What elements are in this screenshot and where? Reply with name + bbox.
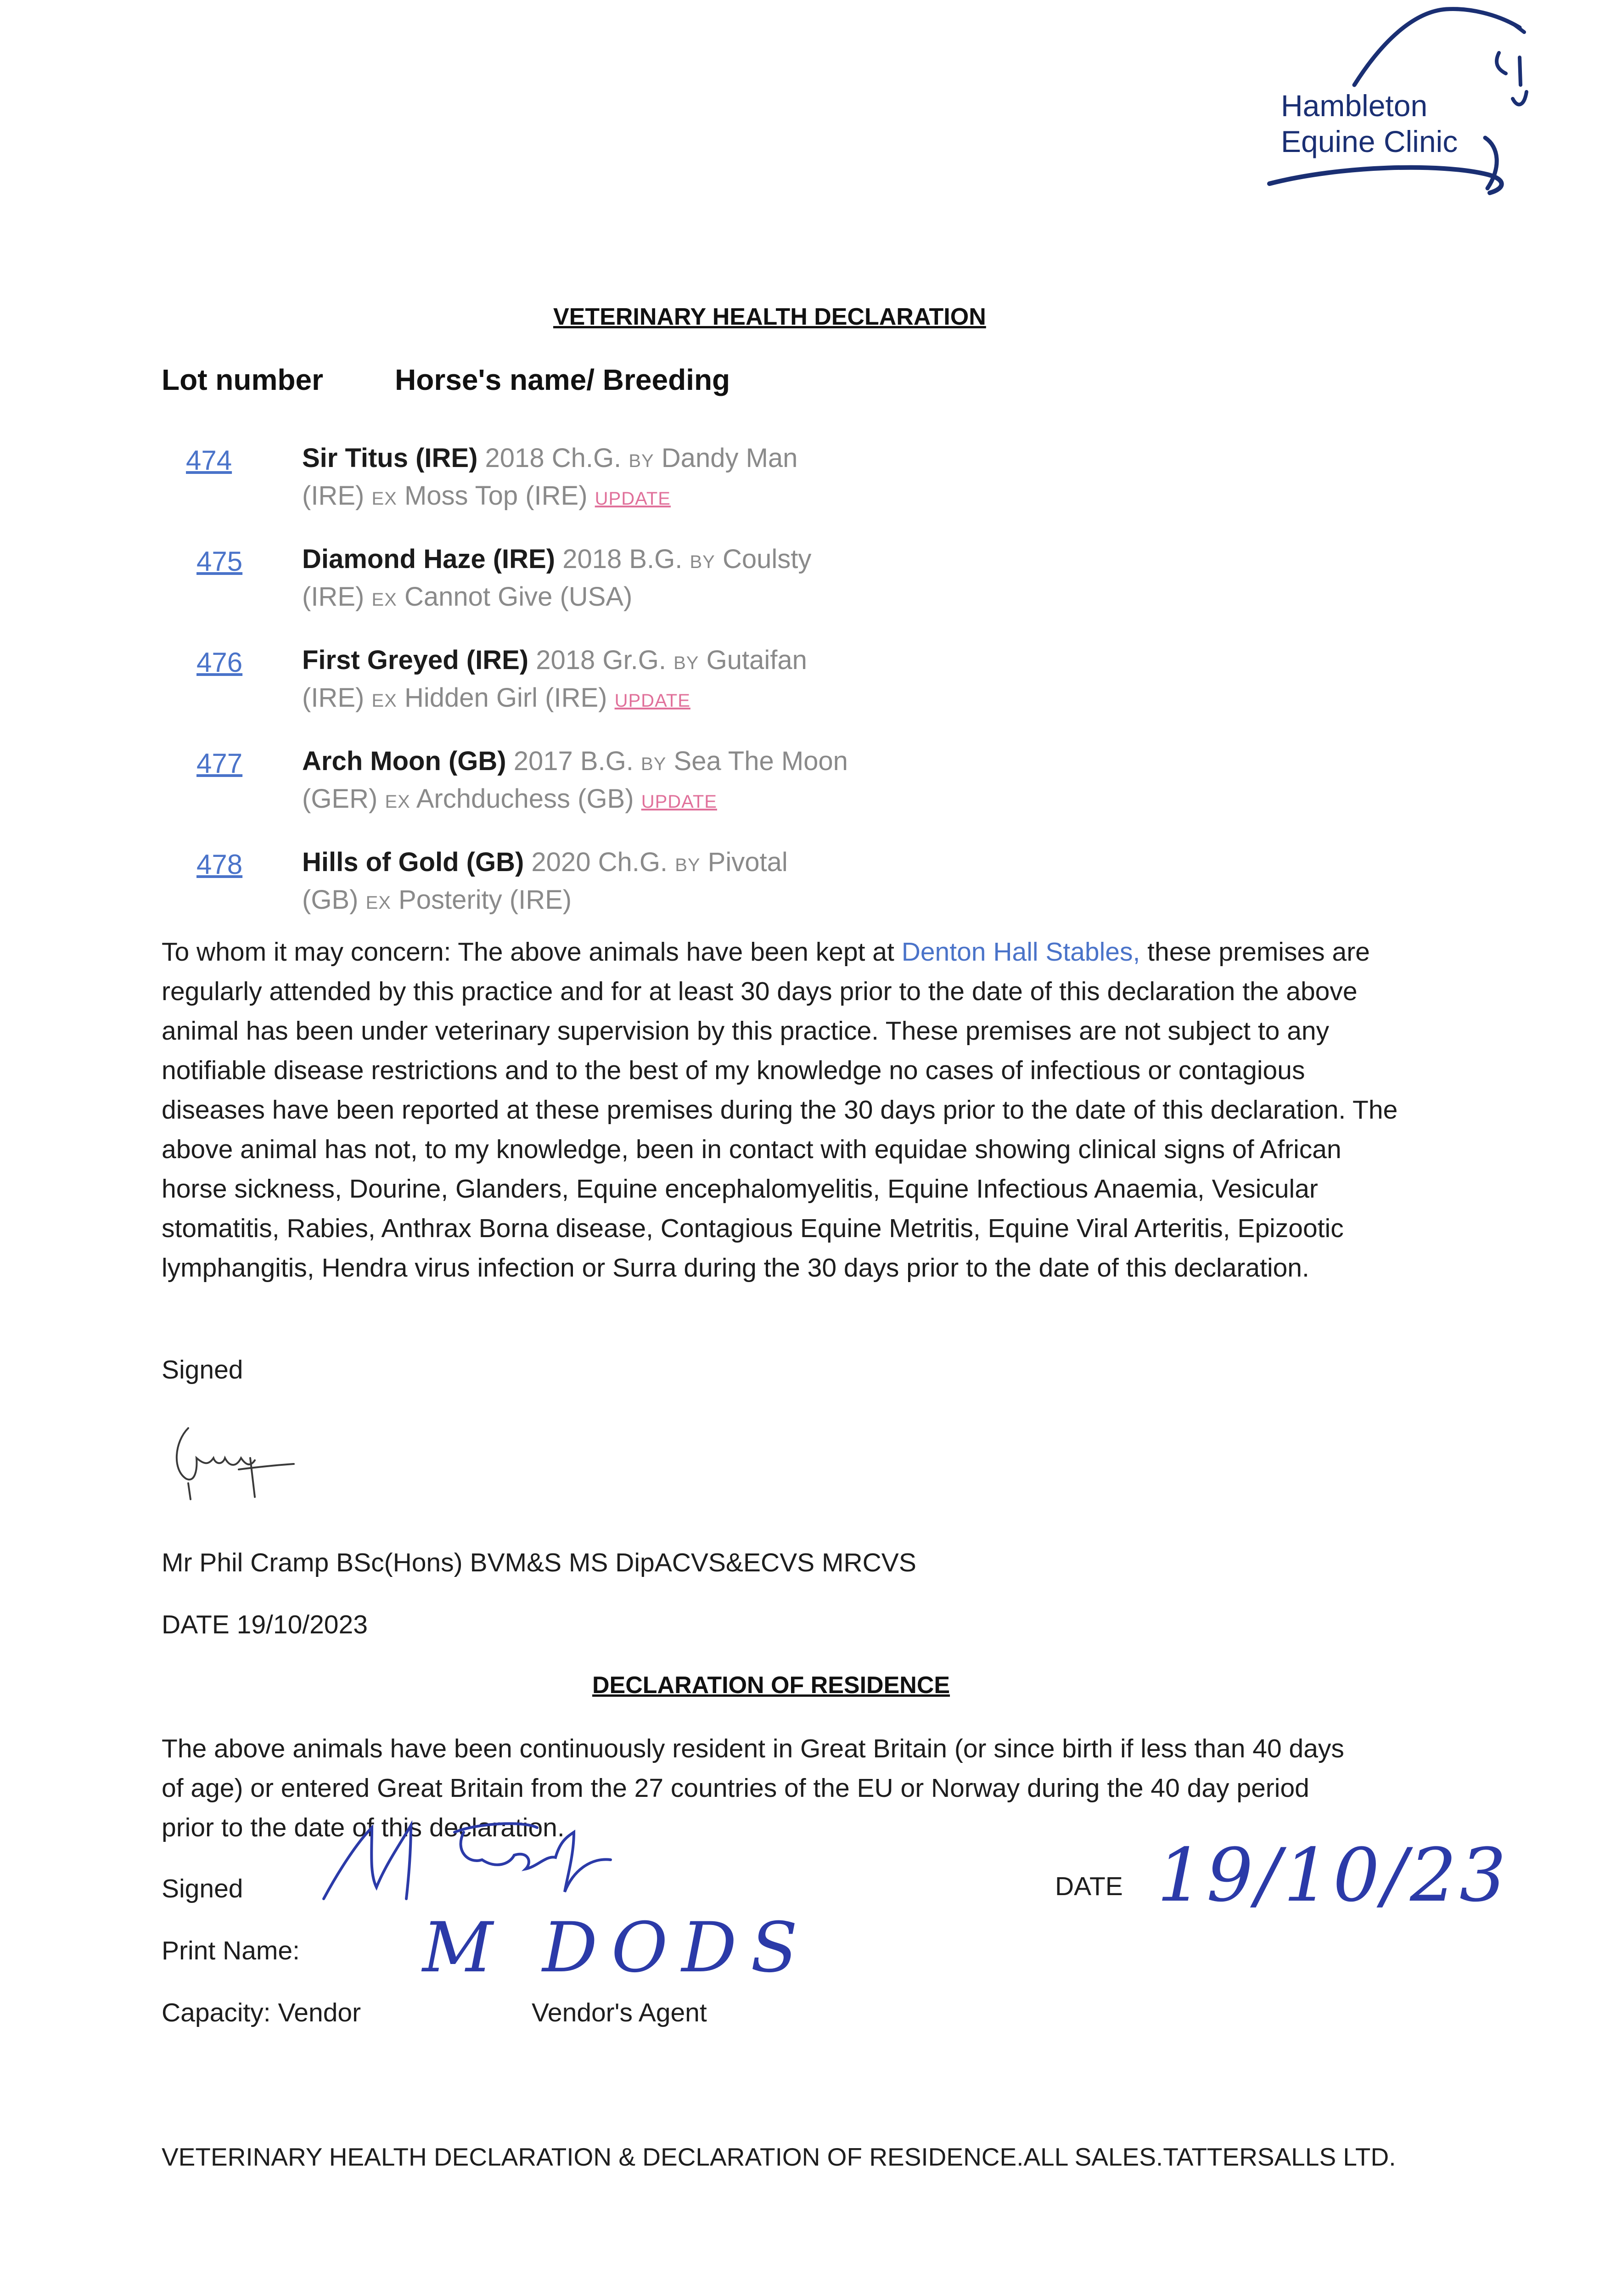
vet-date: DATE 19/10/2023 [162,1610,368,1639]
horse-name: Sir Titus (IRE) [302,443,478,473]
ex-label: EX [371,691,397,711]
residence-title: DECLARATION OF RESIDENCE [592,1672,950,1699]
vendor-signature [317,1814,638,1906]
update-link[interactable]: UPDATE [614,691,690,711]
ex-label: EX [365,893,391,913]
logo-line-2: Equine Clinic [1281,124,1458,158]
sire-origin: (IRE) [302,683,365,713]
ex-label: EX [371,590,397,610]
agent-label: Vendor's Agent [532,1998,707,2027]
handwritten-date: 19/10/23 [1157,1832,1509,1918]
horse-entry [302,744,991,819]
sire-origin: (GB) [302,885,359,915]
sire-name: Coulsty [722,544,812,574]
sire-origin: (IRE) [302,481,365,511]
premises-name: Denton Hall Stables, [901,937,1140,967]
lot-number-header: Lot number [162,363,323,396]
sire-name: Pivotal [707,847,788,877]
lot-number[interactable]: 474 [186,445,232,476]
horse-details: 2018 Gr.G. [536,645,666,675]
clinic-logo [1249,0,1533,202]
lot-number[interactable]: 475 [196,546,243,577]
by-label: BY [675,855,701,875]
sire-name: Dandy Man [661,443,798,473]
lot-number[interactable]: 476 [196,647,243,678]
by-label: BY [690,552,715,572]
vet-declaration-body [162,932,1401,1288]
horse-name: Hills of Gold (GB) [302,847,524,877]
horse-details: 2018 Ch.G. [485,443,622,473]
body-rest: these premises are regularly attended by this practice and for at least 30 days prior to the date of this declaration the above animal has been under veterinary supervision by this practice. These premises are not subject to any notifiable disease restrictions and to the best of my knowledge no cases of infectious or contagious diseases have been reported at these premises during the 30 days prior to the date of this declaration. The above animal has not, to my knowledge, been in contact with equidae showing clinical signs of African horse sickness, Dourine, Glanders, Equine encephalomyelitis, Equine Infectious Anaemia, Vesicular stomatitis, Rabies, Anthrax Borna disease, Contagious Equine Metritis, Equine Viral Arteritis, Epizootic lymphangitis, Hendra virus infection or Surra during the 30 days prior to the date of this declaration. [162,937,1398,1283]
residence-body: The above animals have been continuously resident in Great Britain (or since birth if less than 40 days of age) or entered Great Britain from the 27 countries of the EU or Norway during the 40 day period prior to the date of this declaration. [162,1734,1344,1842]
lot-number[interactable]: 478 [196,849,243,880]
ex-label: EX [385,792,410,812]
sire-origin: (IRE) [302,582,365,612]
print-name-label: Print Name: [162,1936,300,1965]
horse-entry [302,542,991,617]
by-label: BY [641,754,667,774]
residence-date-label: DATE [1055,1872,1123,1901]
horse-details: 2017 B.G. [513,746,634,776]
vet-name: Mr Phil Cramp BSc(Hons) BVM&S MS DipACVS&ECVS MRCVS [162,1548,916,1577]
lot-number[interactable]: 477 [196,748,243,779]
by-label: BY [629,451,654,471]
dam-name: Posterity (IRE) [398,885,572,915]
horse-name: First Greyed (IRE) [302,645,529,675]
horse-details: 2020 Ch.G. [531,847,668,877]
dam-name: Hidden Girl (IRE) [404,683,607,713]
sire-name: Sea The Moon [673,746,848,776]
capacity-label: Capacity: Vendor [162,1998,361,2027]
handwritten-print-name: M DODS [422,1908,812,1988]
horse-entry [302,441,991,516]
ex-label: EX [371,489,397,509]
vet-signed-label: Signed [162,1355,243,1384]
vet-declaration-title: VETERINARY HEALTH DECLARATION [553,304,986,330]
footer: VETERINARY HEALTH DECLARATION & DECLARATION OF RESIDENCE.ALL SALES.TATTERSALLS LTD. [162,2143,1396,2171]
residence-signed-label: Signed [162,1874,243,1903]
by-label: BY [673,653,699,673]
horse-details: 2018 B.G. [562,544,683,574]
vet-signature [170,1414,308,1515]
horse-name: Diamond Haze (IRE) [302,544,556,574]
update-link[interactable]: UPDATE [641,792,717,812]
sire-origin: (GER) [302,784,378,814]
sire-name: Gutaifan [706,645,807,675]
dam-name: Moss Top (IRE) [404,481,588,511]
horse-name-header: Horse's name/ Breeding [395,363,730,396]
horse-name: Arch Moon (GB) [302,746,506,776]
dam-name: Archduchess (GB) [416,784,634,814]
horse-entry [302,643,991,718]
body-start: To whom it may concern: The above animals have been kept at [162,937,894,967]
dam-name: Cannot Give (USA) [404,582,633,612]
update-link[interactable]: UPDATE [595,489,671,509]
logo-line-1: Hambleton [1281,89,1428,123]
horse-entry [302,845,991,920]
